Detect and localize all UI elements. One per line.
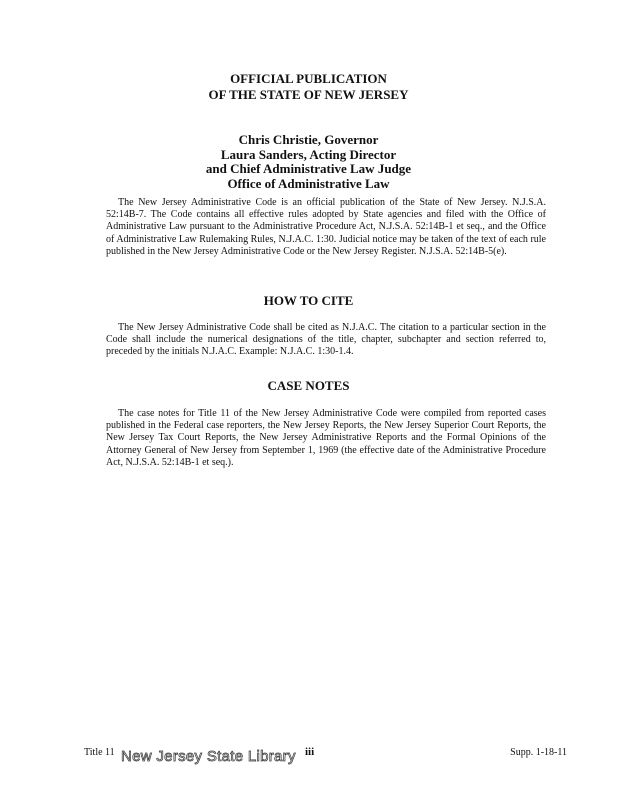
publication-title: [0, 71, 617, 103]
page-number: iii: [305, 746, 315, 758]
footer-title-label: Title 11: [84, 747, 115, 758]
how-to-cite-paragraph: The New Jersey Administrative Code shall be cited as N.J.A.C. The citation to a particular section in the Code shall include the numerical designations of the title, chapter, subchapter and section referred to, preceded by the initials N.J.A.C. Example: N.J.A.C. 1:30-1.4.: [106, 322, 546, 358]
governor-line: Chris Christie, Governor: [238, 132, 379, 147]
authority-block: [0, 133, 617, 191]
supplement-date: Supp. 1-18-11: [510, 747, 567, 758]
director-line: Laura Sanders, Acting Director: [220, 146, 397, 162]
library-watermark: New Jersey State Library: [121, 748, 296, 765]
office-line: Office of Administrative Law: [227, 175, 390, 191]
intro-paragraph: The New Jersey Administrative Code is an official publication of the State of New Jersey. N.J.S.A. 52:14B-7. The Code contains all effective rules adopted by State agencies and filed with the Office of Administrative Law pursuant to the Administrative Procedure Act, N.J.S.A. 52:14B-1 et seq., and the Office of Administrative Law Rulemaking Rules, N.J.A.C. 1:30. Judicial notice may be taken of the text of each rule published in the New Jersey Administrative Code or the New Jersey Register. N.J.S.A. 52:14B-5(e).: [106, 197, 546, 257]
judge-line: and Chief Administrative Law Judge: [205, 161, 412, 176]
title-line-2: OF THE STATE OF NEW JERSEY: [208, 87, 409, 102]
title-line-1: OFFICIAL PUBLICATION: [230, 71, 387, 86]
case-notes-paragraph: The case notes for Title 11 of the New Jersey Administrative Code were compiled from reported cases published in the Federal case reporters, the New Jersey Reports, the New Jersey Superior Court Reports, the New Jersey Tax Court Reports, the New Jersey Administrative Reports and the Formal Opinions of the Attorney General of New Jersey from September 1, 1969 (the effective date of the Administrative Procedure Act, N.J.S.A. 52:14B-1 et seq.).: [106, 408, 546, 468]
case-notes-heading: CASE NOTES: [267, 378, 350, 393]
how-to-cite-heading: HOW TO CITE: [263, 293, 354, 308]
